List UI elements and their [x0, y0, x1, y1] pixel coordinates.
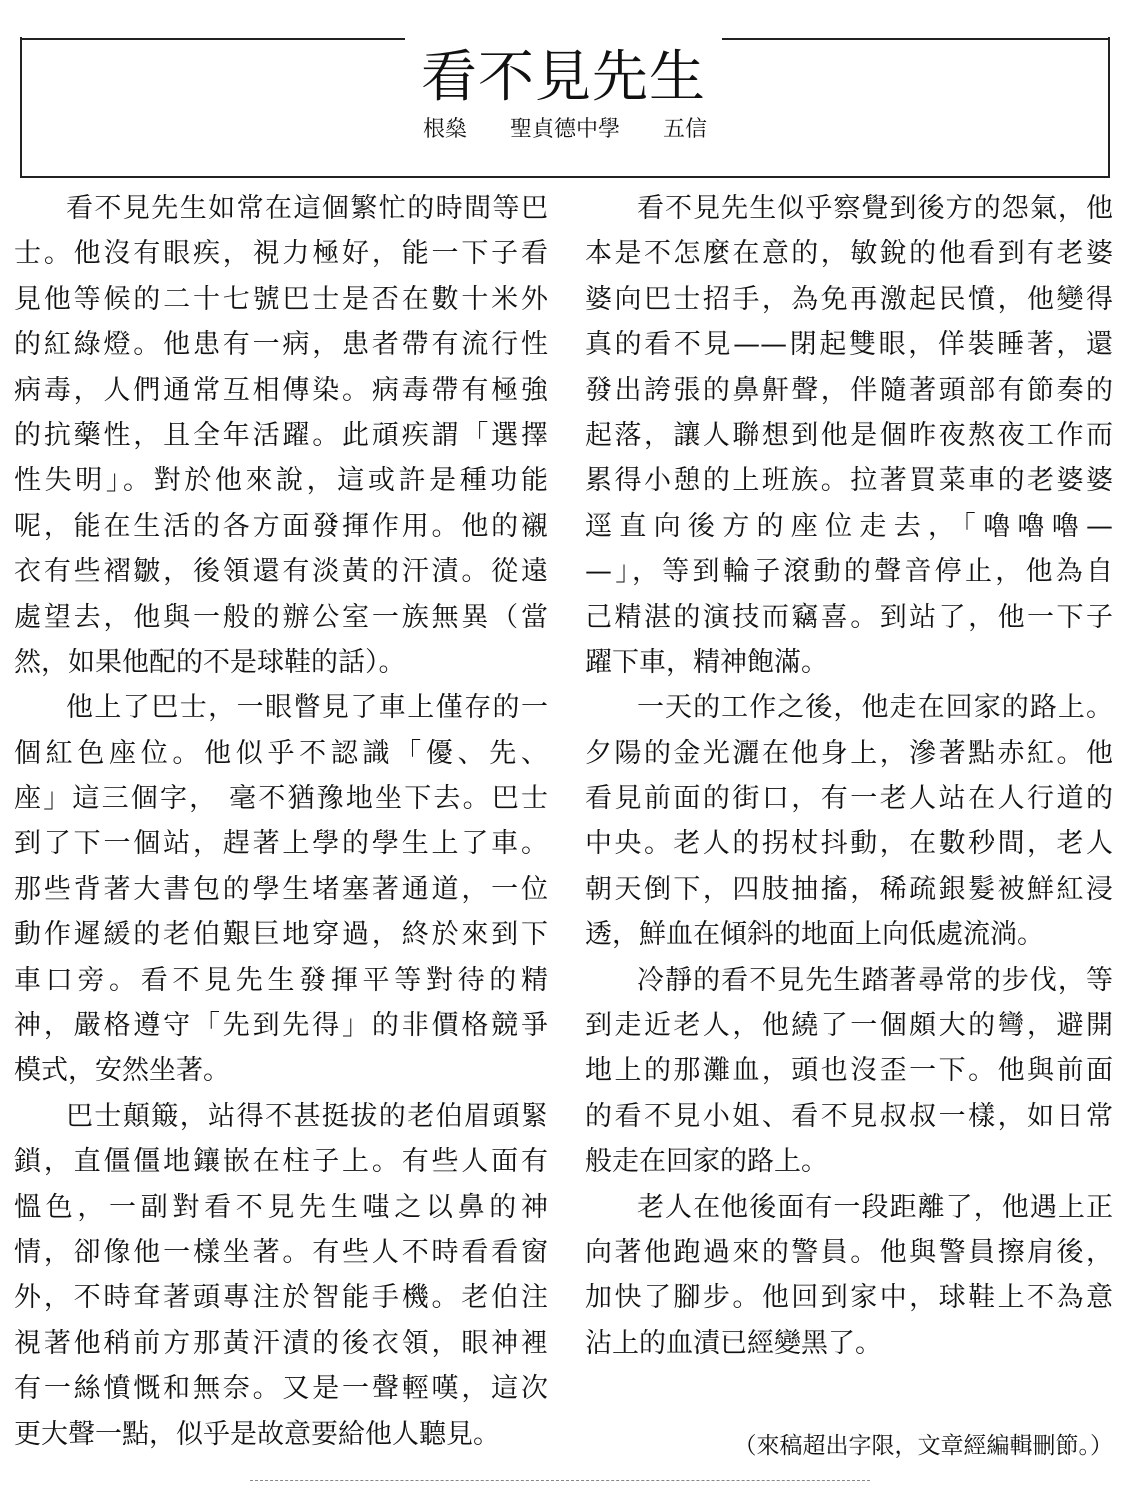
text-line: 呢，能在生活的各方面發揮作用。他的襯	[14, 510, 548, 542]
byline	[20, 112, 1110, 148]
text-line: 朝天倒下，四肢抽搐，稀疏銀髮被鮮紅浸	[585, 873, 1113, 905]
text-line: 逕直向後方的座位走去，「嚕嚕嚕—	[585, 510, 1113, 542]
school-name: 聖貞德中學	[509, 117, 620, 142]
right-column	[585, 186, 1113, 1366]
text-line: 座」這三個字， 毫不猶豫地坐下去。巴士	[14, 783, 548, 815]
text-line: 冷靜的看不見先生踏著尋常的步伐，等	[637, 964, 1113, 996]
text-line: 般走在回家的路上。	[585, 1146, 828, 1178]
text-line: 性失明」。對於他來說，這或許是種功能	[14, 465, 548, 497]
text-line: 那些背著大書包的學生堵塞著通道，一位	[14, 873, 548, 905]
editor-note: （來稿超出字限，文章經編輯刪節。）	[733, 1433, 1113, 1459]
text-line: 情，卻像他一樣坐著。有些人不時看看窗	[14, 1236, 548, 1268]
text-line: 病毒，人們通常互相傳染。病毒帶有極強	[14, 374, 548, 406]
text-line: 真的看不見——閉起雙眼，佯裝睡著，還	[585, 329, 1113, 361]
text-line: 本是不怎麼在意的，敏銳的他看到有老婆	[585, 238, 1113, 270]
text-line: 己精湛的演技而竊喜。到站了，他一下子	[585, 601, 1113, 633]
text-line: 慍色，一副對看不見先生嗤之以鼻的神	[14, 1191, 548, 1223]
text-line: 個紅色座位。他似乎不認識「優、先、	[14, 737, 548, 769]
left-column	[14, 186, 548, 1457]
text-line: 巴士顛簸，站得不甚挺拔的老伯眉頭緊	[66, 1100, 548, 1132]
text-line: 透，鮮血在傾斜的地面上向低處流淌。	[585, 919, 1044, 951]
text-line: 中央。老人的拐杖抖動，在數秒間，老人	[585, 828, 1113, 860]
text-line: 地上的那灘血，頭也沒歪一下。他與前面	[585, 1055, 1113, 1087]
text-line: 模式，安然坐著。	[14, 1055, 230, 1087]
text-line: 他上了巴士，一眼瞥見了車上僅存的一	[66, 692, 548, 724]
text-line: 沾上的血漬已經變黑了。	[585, 1327, 882, 1359]
text-line: 見他等候的二十七號巴士是否在數十米外	[14, 283, 548, 315]
text-line: 到走近老人，他繞了一個頗大的彎，避開	[585, 1010, 1113, 1042]
text-line: —」，等到輪子滾動的聲音停止，他為自	[585, 556, 1113, 588]
text-line: 一天的工作之後，他走在回家的路上。	[637, 692, 1113, 724]
class-name: 五信	[663, 117, 708, 142]
text-line: 老人在他後面有一段距離了，他遇上正	[637, 1191, 1113, 1223]
author-name: 根燊	[422, 117, 467, 142]
text-line: 更大聲一點，似乎是故意要給他人聽見。	[14, 1418, 500, 1450]
text-line: 有一絲憤慨和無奈。又是一聲輕嘆，這次	[14, 1373, 548, 1405]
text-line: 視著他稍前方那黃汗漬的後衣領，眼神裡	[14, 1327, 548, 1359]
text-line: 夕陽的金光灑在他身上，滲著點赤紅。他	[585, 737, 1113, 769]
text-line: 衣有些褶皺，後領還有淡黃的汗漬。從遠	[14, 556, 548, 588]
text-line: 處望去，他與一般的辦公室一族無異（當	[14, 601, 548, 633]
text-line: 外，不時耷著頭專注於智能手機。老伯注	[14, 1282, 548, 1314]
text-line: 鎖，直僵僵地鑲嵌在柱子上。有些人面有	[14, 1146, 548, 1178]
text-line: 的紅綠燈。他患有一病，患者帶有流行性	[14, 329, 548, 361]
text-line: 到了下一個站，趕著上學的學生上了車。	[14, 828, 548, 860]
text-line: 看不見先生似乎察覺到後方的怨氣，他	[637, 193, 1113, 224]
text-line: 起落，讓人聯想到他是個昨夜熬夜工作而	[585, 419, 1113, 451]
text-line: 看不見先生如常在這個繁忙的時間等巴	[66, 193, 548, 224]
text-line: 的看不見小姐、看不見叔叔一樣，如日常	[585, 1100, 1113, 1132]
text-line: 向著他跑過來的警員。他與警員擦肩後，	[585, 1236, 1113, 1268]
text-line: 看見前面的街口，有一老人站在人行道的	[585, 783, 1113, 815]
text-line: 神，嚴格遵守「先到先得」的非價格競爭	[14, 1010, 548, 1042]
text-line: 發出誇張的鼻鼾聲，伴隨著頭部有節奏的	[585, 374, 1113, 406]
text-line: 車口旁。看不見先生發揮平等對待的精	[14, 964, 548, 996]
text-line: 士。他沒有眼疾，視力極好，能一下子看	[14, 238, 548, 270]
text-line: 動作遲緩的老伯艱巨地穿過，終於來到下	[14, 919, 548, 951]
text-line: 婆向巴士招手，為免再激起民憤，他變得	[585, 283, 1113, 315]
text-line: 累得小憩的上班族。拉著買菜車的老婆婆	[585, 465, 1113, 497]
text-line: 加快了腳步。他回到家中，球鞋上不為意	[585, 1282, 1113, 1314]
text-line: 然，如果他配的不是球鞋的話）。	[14, 646, 406, 678]
article-title: 看不見先生	[421, 44, 706, 110]
bottom-divider	[250, 1480, 870, 1481]
text-line: 躍下車，精神飽滿。	[585, 646, 828, 678]
text-line: 的抗藥性，且全年活躍。此頑疾謂「選擇	[14, 419, 548, 451]
